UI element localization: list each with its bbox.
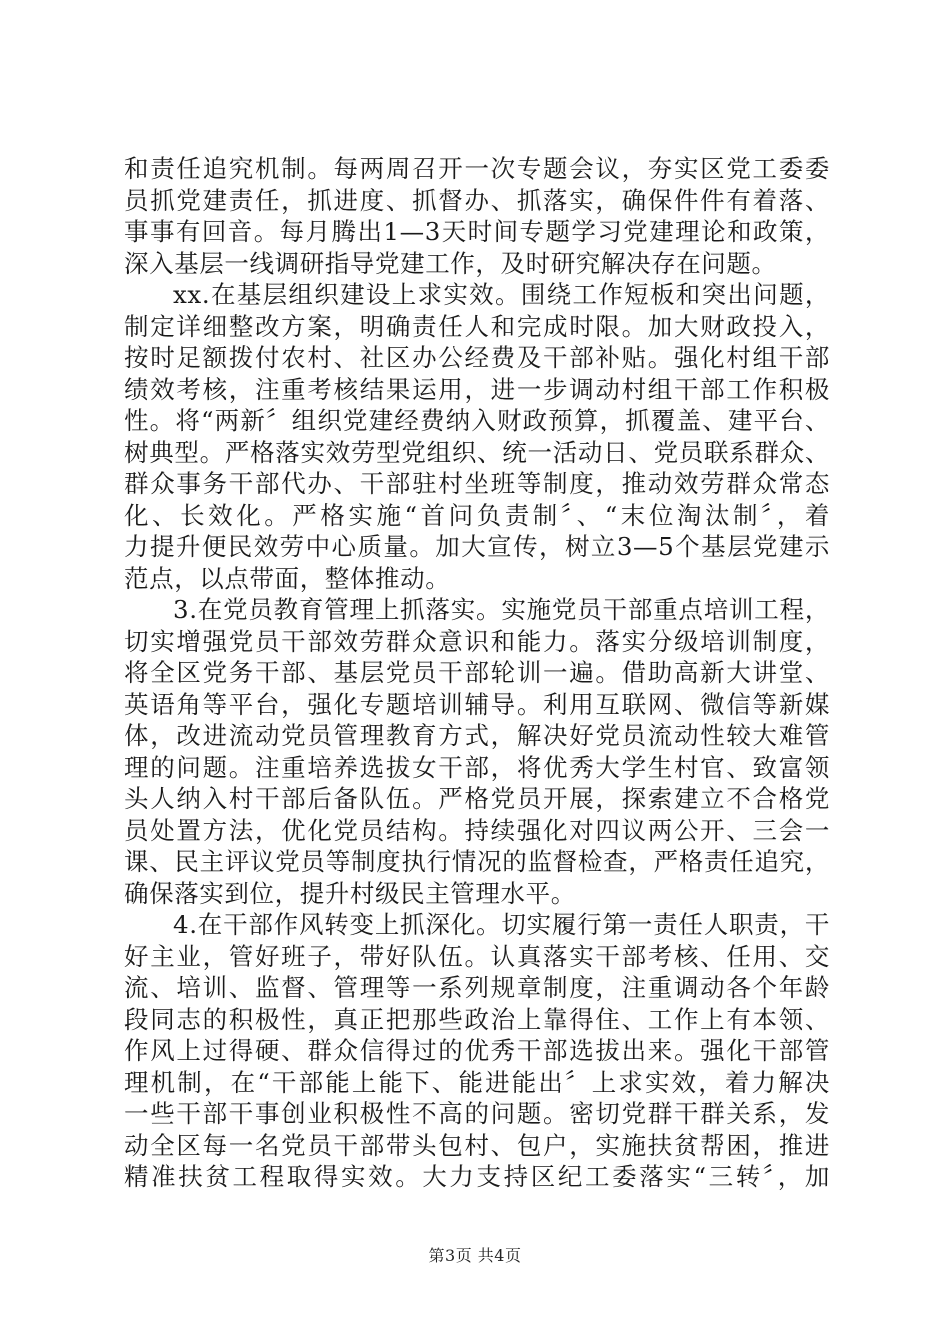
text-line: 群众事务干部代办、干部驻村坐班等制度，推动效劳群众常态 [124,469,830,498]
text-line: 和责任追究机制。每两周召开一次专题会议，夯实区党工委委 [124,154,830,183]
text-line: 精准扶贫工程取得实效。大力支持区纪工委落实“三转〞，加 [124,1162,830,1191]
text-line: 体，改进流动党员管理教育方式，解决好党员流动性较大难管 [124,721,830,750]
text-line: 员处置方法，优化党员结构。持续强化对四议两公开、三会一 [124,815,830,845]
text-line: 好主业，管好班子，带好队伍。认真落实干部考核、任用、交 [124,941,830,971]
text-line: 化、长效化。严格实施“首问负责制〞、“末位淘汰制〞，着 [124,500,830,530]
text-line: 将全区党务干部、基层党员干部轮训一遍。借助高新大讲堂、 [124,658,830,687]
document-body [124,153,830,1193]
text-line: 力提升便民效劳中心质量。加大宣传，树立3—5个基层党建示 [124,532,830,561]
text-line: 切实增强党员干部效劳群众意识和能力。落实分级培训制度， [124,626,830,656]
text-line: 3.在党员教育管理上抓落实。实施党员干部重点培训工程， [173,595,830,624]
text-line: 作风上过得硬、群众信得过的优秀干部选拔出来。强化干部管 [124,1036,830,1065]
text-line: 理的问题。注重培养选拔女干部，将优秀大学生村官、致富领 [124,752,830,782]
text-line: 树典型。严格落实效劳型党组织、统一活动日、党员联系群众、 [124,437,830,467]
paragraph-3 [124,594,830,909]
text-line: 头人纳入村干部后备队伍。严格党员开展，探索建立不合格党 [124,784,830,813]
text-line: 确保落实到位，提升村级民主管理水平。 [124,878,576,908]
text-line: 范点，以点带面，整体推动。 [124,563,451,593]
text-line: 深入基层一线调研指导党建工作，及时研究解决存在问题。 [124,248,777,278]
text-line: xx.在基层组织建设上求实效。围绕工作短板和突出问题， [173,280,830,309]
text-line: 绩效考核，注重考核结果运用，进一步调动村组干部工作积极 [124,374,830,404]
text-line: 动全区每一名党员干部带头包村、包户，实施扶贫帮困，推进 [124,1130,830,1160]
text-line: 英语角等平台，强化专题培训辅导。利用互联网、微信等新媒 [124,689,830,719]
paragraph-1 [124,153,830,279]
text-line: 4.在干部作风转变上抓深化。切实履行第一责任人职责，干 [173,910,830,939]
text-line: 流、培训、监督、管理等一系列规章制度，注重调动各个年龄 [124,973,830,1002]
text-line: 制定详细整改方案，明确责任人和完成时限。加大财政投入， [124,311,830,341]
text-line: 事事有回音。每月腾出1—3天时间专题学习党建理论和政策， [124,217,830,246]
paragraph-2 [124,279,830,594]
text-line: 一些干部干事创业积极性不高的问题。密切党群干群关系，发 [124,1099,830,1128]
text-line: 按时足额拨付农村、社区办公经费及干部补贴。强化村组干部 [124,343,830,372]
page-number-footer: 第3页 共4页 [428,1246,522,1265]
text-line: 员抓党建责任，抓进度、抓督办、抓落实，确保件件有着落、 [124,185,830,215]
text-line: 理机制，在“干部能上能下、能进能出〞上求实效，着力解决 [124,1067,830,1097]
text-line: 课、民主评议党员等制度执行情况的监督检查，严格责任追究， [124,847,830,876]
paragraph-4 [124,909,830,1193]
text-line: 性。将“两新〞组织党建经费纳入财政预算，抓覆盖、建平台、 [124,406,830,435]
text-line: 段同志的积极性，真正把那些政治上靠得住、工作上有本领、 [124,1004,830,1034]
